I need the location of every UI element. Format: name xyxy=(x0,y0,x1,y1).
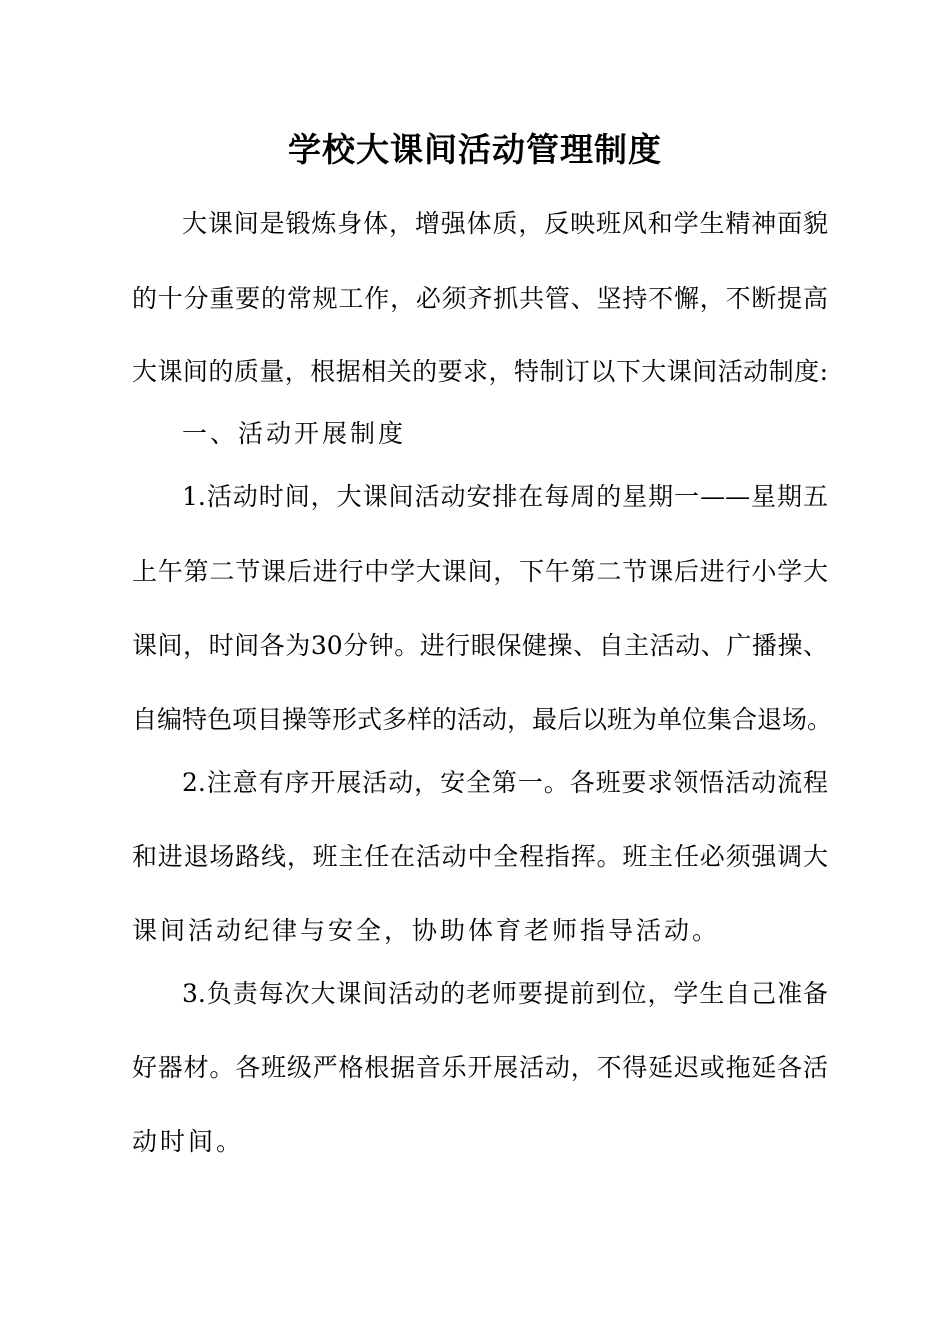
paragraph-line: 和进退场路线，班主任在活动中全程指挥。班主任必须强调大 xyxy=(132,842,828,871)
paragraph-line: 1.活动时间，大课间活动安排在每周的星期一——星期五 xyxy=(182,482,828,511)
paragraph-line: 大课间的质量，根据相关的要求，特制订以下大课间活动制度: xyxy=(132,357,828,386)
paragraph-line: 大课间是锻炼身体，增强体质，反映班风和学生精神面貌 xyxy=(182,209,828,238)
paragraph-line: 自编特色项目操等形式多样的活动，最后以班为单位集合退场。 xyxy=(132,705,833,734)
paragraph-line: 3.负责每次大课间活动的老师要提前到位，学生自己准备 xyxy=(182,979,828,1008)
paragraph-line: 好器材。各班级严格根据音乐开展活动，不得延迟或拖延各活 xyxy=(132,1053,828,1082)
document-title: 学校大课间活动管理制度 xyxy=(288,130,662,169)
section-heading: 一、活动开展制度 xyxy=(182,419,407,448)
paragraph-line: 的十分重要的常规工作，必须齐抓共管、坚持不懈，不断提高 xyxy=(132,284,828,313)
paragraph-line: 课间，时间各为30分钟。进行眼保健操、自主活动、广播操、 xyxy=(132,631,828,660)
paragraph-line: 上午第二节课后进行中学大课间，下午第二节课后进行小学大 xyxy=(132,557,828,586)
paragraph-line: 动时间。 xyxy=(132,1127,245,1156)
paragraph-line: 课间活动纪律与安全，协助体育老师指导活动。 xyxy=(132,916,721,945)
paragraph-line: 2.注意有序开展活动，安全第一。各班要求领悟活动流程 xyxy=(182,768,828,797)
